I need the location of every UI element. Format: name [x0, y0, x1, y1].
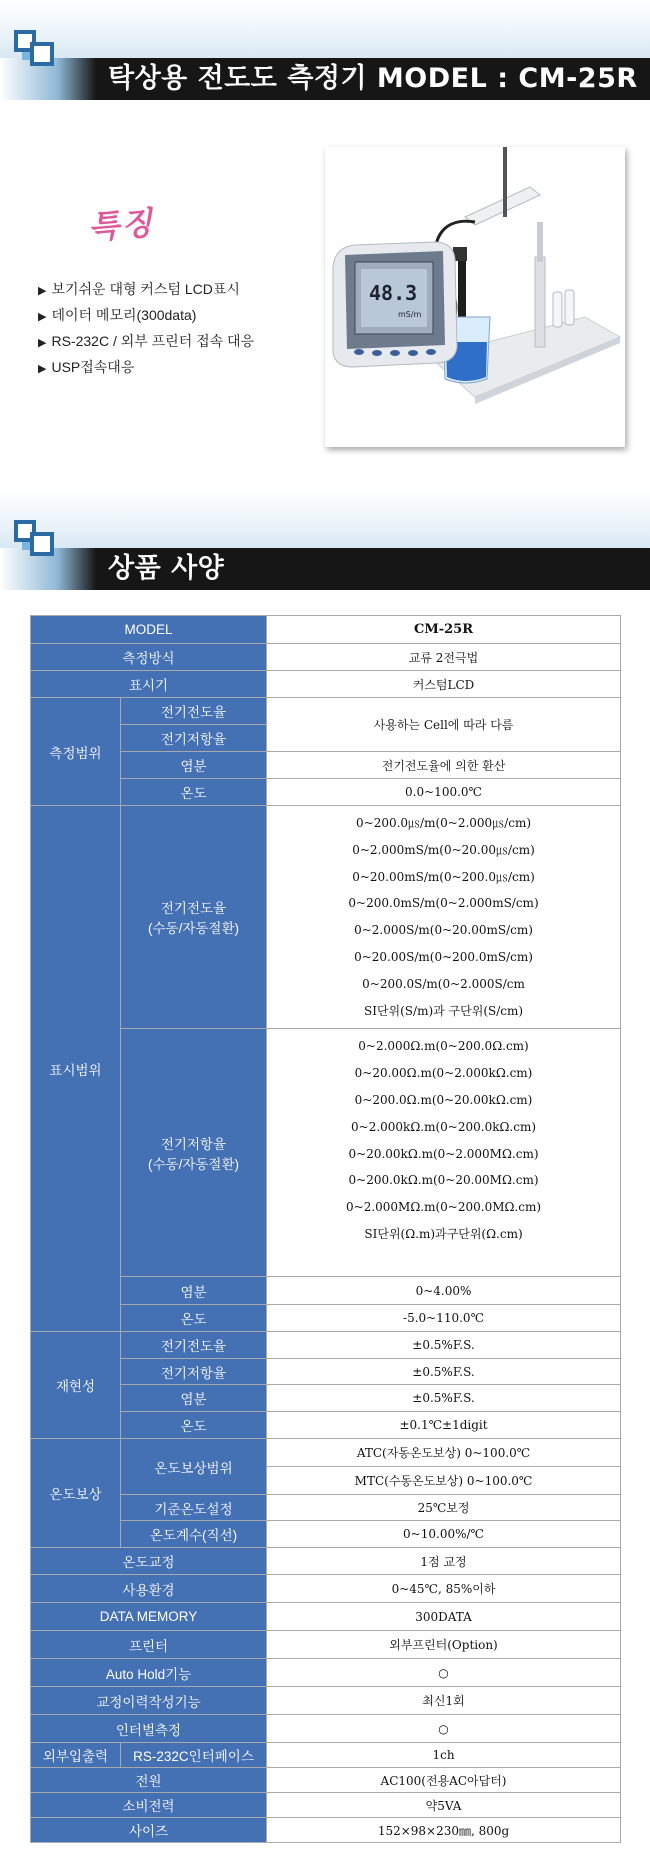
table-row	[31, 644, 621, 671]
table-row	[31, 1768, 621, 1793]
spec-label: 온도교정	[31, 1548, 267, 1575]
spec-value: CM-25R	[267, 616, 621, 644]
spec-value: 사용하는 Cell에 따라 다름	[267, 698, 621, 752]
feature-text: USP접속대응	[51, 359, 135, 375]
feature-heading: 특징	[86, 203, 156, 247]
spec-label: 표시기	[31, 671, 267, 698]
spec-value: AC100(전용AC아답터)	[267, 1768, 621, 1793]
table-row	[31, 1603, 621, 1631]
table-row	[31, 616, 621, 644]
spec-sublabel: 온도계수(직선)	[121, 1521, 267, 1548]
table-row	[31, 1818, 621, 1843]
range-line: 0~2.000Ω.m(0~200.0Ω.cm)	[358, 1039, 529, 1054]
table-row	[31, 1548, 621, 1575]
feature-item	[38, 276, 254, 302]
feature-item	[38, 354, 254, 380]
table-row	[31, 1575, 621, 1603]
meter-illustration	[325, 147, 625, 447]
res-label: 전기저항율	[160, 1136, 227, 1152]
spec-table	[30, 615, 621, 1843]
spec-sublabel: 기준온도설정	[121, 1495, 267, 1521]
spec-value: ○	[267, 1659, 621, 1687]
feature-item	[38, 328, 254, 354]
spec-value: 0~4.00%	[267, 1277, 621, 1305]
spec-group-label: 측정범위	[31, 698, 121, 806]
table-row	[31, 1687, 621, 1715]
spec-value: 약5VA	[267, 1793, 621, 1818]
range-line: 0~200.0kΩ.m(0~20.00MΩ.cm)	[348, 1173, 539, 1188]
spec-value: ±0.5%F.S.	[267, 1332, 621, 1359]
spec-value: 1ch	[267, 1743, 621, 1768]
range-line: 0~20.00S/m(0~200.0mS/cm)	[354, 949, 533, 964]
range-line: 0~2.000MΩ.m(0~200.0MΩ.cm)	[346, 1200, 542, 1215]
table-row	[31, 698, 621, 725]
spec-value-list	[267, 806, 621, 1029]
spec-value: 25℃보정	[267, 1495, 621, 1521]
range-line: SI단위(S/m)과 구단위(S/cm)	[363, 1003, 524, 1018]
spec-value: -5.0~110.0℃	[267, 1305, 621, 1332]
spec-sublabel	[121, 1029, 267, 1277]
title-banner	[0, 0, 650, 100]
banner-gradient	[0, 0, 650, 60]
spec-label: 교정이력작성기능	[31, 1687, 267, 1715]
feature-list	[38, 276, 254, 380]
spec-value: 최신1회	[267, 1687, 621, 1715]
spec-value: ATC(자동온도보상) 0~100.0℃	[267, 1439, 621, 1467]
spec-label: 소비전력	[31, 1793, 267, 1818]
range-line: 0~200.0Ω.m(0~20.00kΩ.cm)	[354, 1092, 533, 1107]
spec-sublabel: 전기저항율	[121, 1359, 267, 1385]
spec-value: 1점 교정	[267, 1548, 621, 1575]
table-row	[31, 806, 621, 1029]
bullet-icon: ▶	[38, 285, 47, 297]
spec-group-label: 온도보상	[31, 1439, 121, 1548]
spec-group-label: 재현성	[31, 1332, 121, 1439]
spec-sublabel: 온도	[121, 779, 267, 806]
spec-value: 커스텀LCD	[267, 671, 621, 698]
spec-sublabel: 전기저항율	[121, 725, 267, 752]
spec-value: 전기전도율에 의한 환산	[267, 752, 621, 779]
spec-label: 전원	[31, 1768, 267, 1793]
spec-label: Auto Hold기능	[31, 1659, 267, 1687]
spec-value: 0.0~100.0℃	[267, 779, 621, 806]
table-row	[31, 1715, 621, 1743]
res-mode-label: (수동/자동절환)	[148, 1156, 239, 1172]
bullet-icon: ▶	[38, 311, 47, 323]
spec-value: ○	[267, 1715, 621, 1743]
range-line: 0~2.000kΩ.m(0~200.0kΩ.cm)	[351, 1119, 537, 1134]
spec-sublabel: 염분	[121, 1385, 267, 1412]
table-row	[31, 1439, 621, 1467]
table-row	[31, 1631, 621, 1659]
table-row	[31, 1332, 621, 1359]
banner-gradient	[0, 490, 650, 550]
spec-label: 사이즈	[31, 1818, 267, 1843]
spec-sublabel: 온도	[121, 1412, 267, 1439]
lcd-reading: 48.3	[369, 281, 418, 305]
product-photo	[325, 147, 625, 447]
spec-value: 300DATA	[267, 1603, 621, 1631]
cond-mode-label: (수동/자동절환)	[148, 921, 239, 937]
spec-value: 0~45℃, 85%이하	[267, 1575, 621, 1603]
spec-sublabel	[121, 806, 267, 1029]
range-line: 0~20.00kΩ.m(0~2.000MΩ.cm)	[348, 1146, 539, 1161]
spec-sublabel: RS-232C인터페이스	[121, 1743, 267, 1768]
range-line: 0~20.00mS/m(0~200.0㎲/cm)	[352, 869, 535, 884]
spec-label: 측정방식	[31, 644, 267, 671]
spec-value: ±0.1℃±1digit	[267, 1412, 621, 1439]
spec-value: 교류 2전극법	[267, 644, 621, 671]
table-row	[31, 671, 621, 698]
spec-value: MTC(수동온도보상) 0~100.0℃	[267, 1467, 621, 1495]
table-row	[31, 1743, 621, 1768]
feature-text: 보기쉬운 대형 커스텀 LCD표시	[51, 281, 240, 297]
spec-sublabel: 전기전도율	[121, 1332, 267, 1359]
table-row	[31, 1659, 621, 1687]
spec-sublabel: 전기전도율	[121, 698, 267, 725]
spec-label: 프린터	[31, 1631, 267, 1659]
spec-value: 152×98×230㎜, 800g	[267, 1818, 621, 1843]
table-row	[31, 1793, 621, 1818]
spec-label: 인터벌측정	[31, 1715, 267, 1743]
spec-value: 외부프린터(Option)	[267, 1631, 621, 1659]
spec-value: ±0.5%F.S.	[267, 1385, 621, 1412]
section-logo-icon	[14, 30, 60, 76]
spec-label: 사용환경	[31, 1575, 267, 1603]
range-line: 0~200.0mS/m(0~2.000mS/cm)	[348, 896, 539, 911]
product-title: 탁상용 전도도 측정기 MODEL : CM-25R	[108, 63, 638, 94]
lcd-unit: mS/m	[398, 310, 422, 319]
spec-value: ±0.5%F.S.	[267, 1359, 621, 1385]
feature-text: RS-232C / 외부 프린터 접속 대응	[51, 333, 255, 349]
feature-item	[38, 302, 254, 328]
spec-sublabel: 온도보상범위	[121, 1439, 267, 1495]
spec-title: 상품 사양	[108, 553, 225, 584]
spec-value: 0~10.00%/℃	[267, 1521, 621, 1548]
range-line: 0~200.0S/m(0~2.000S/cm	[362, 976, 525, 991]
spec-sublabel: 염분	[121, 752, 267, 779]
range-line: 0~200.0㎲/m(0~2.000㎲/cm)	[356, 816, 532, 830]
spec-label: 외부입출력	[31, 1743, 121, 1768]
range-line: 0~20.00Ω.m(0~2.000kΩ.cm)	[354, 1066, 533, 1081]
spec-value-list	[267, 1029, 621, 1277]
feature-text: 데이터 메모리(300data)	[51, 307, 197, 323]
spec-sublabel: 염분	[121, 1277, 267, 1305]
range-line: 0~2.000mS/m(0~20.00㎲/cm)	[352, 842, 535, 857]
spec-banner	[0, 490, 650, 590]
spec-label: MODEL	[31, 616, 267, 644]
spec-group-label: 표시범위	[31, 806, 121, 1332]
spec-sublabel: 온도	[121, 1305, 267, 1332]
spec-label: DATA MEMORY	[31, 1603, 267, 1631]
range-line: SI단위(Ω.m)과구단위(Ω.cm)	[364, 1226, 523, 1241]
bullet-icon: ▶	[38, 337, 47, 349]
bullet-icon: ▶	[38, 363, 47, 375]
section-logo-icon	[14, 520, 60, 566]
range-line: 0~2.000S/m(0~20.00mS/cm)	[354, 923, 533, 938]
cond-label: 전기전도율	[160, 901, 227, 917]
